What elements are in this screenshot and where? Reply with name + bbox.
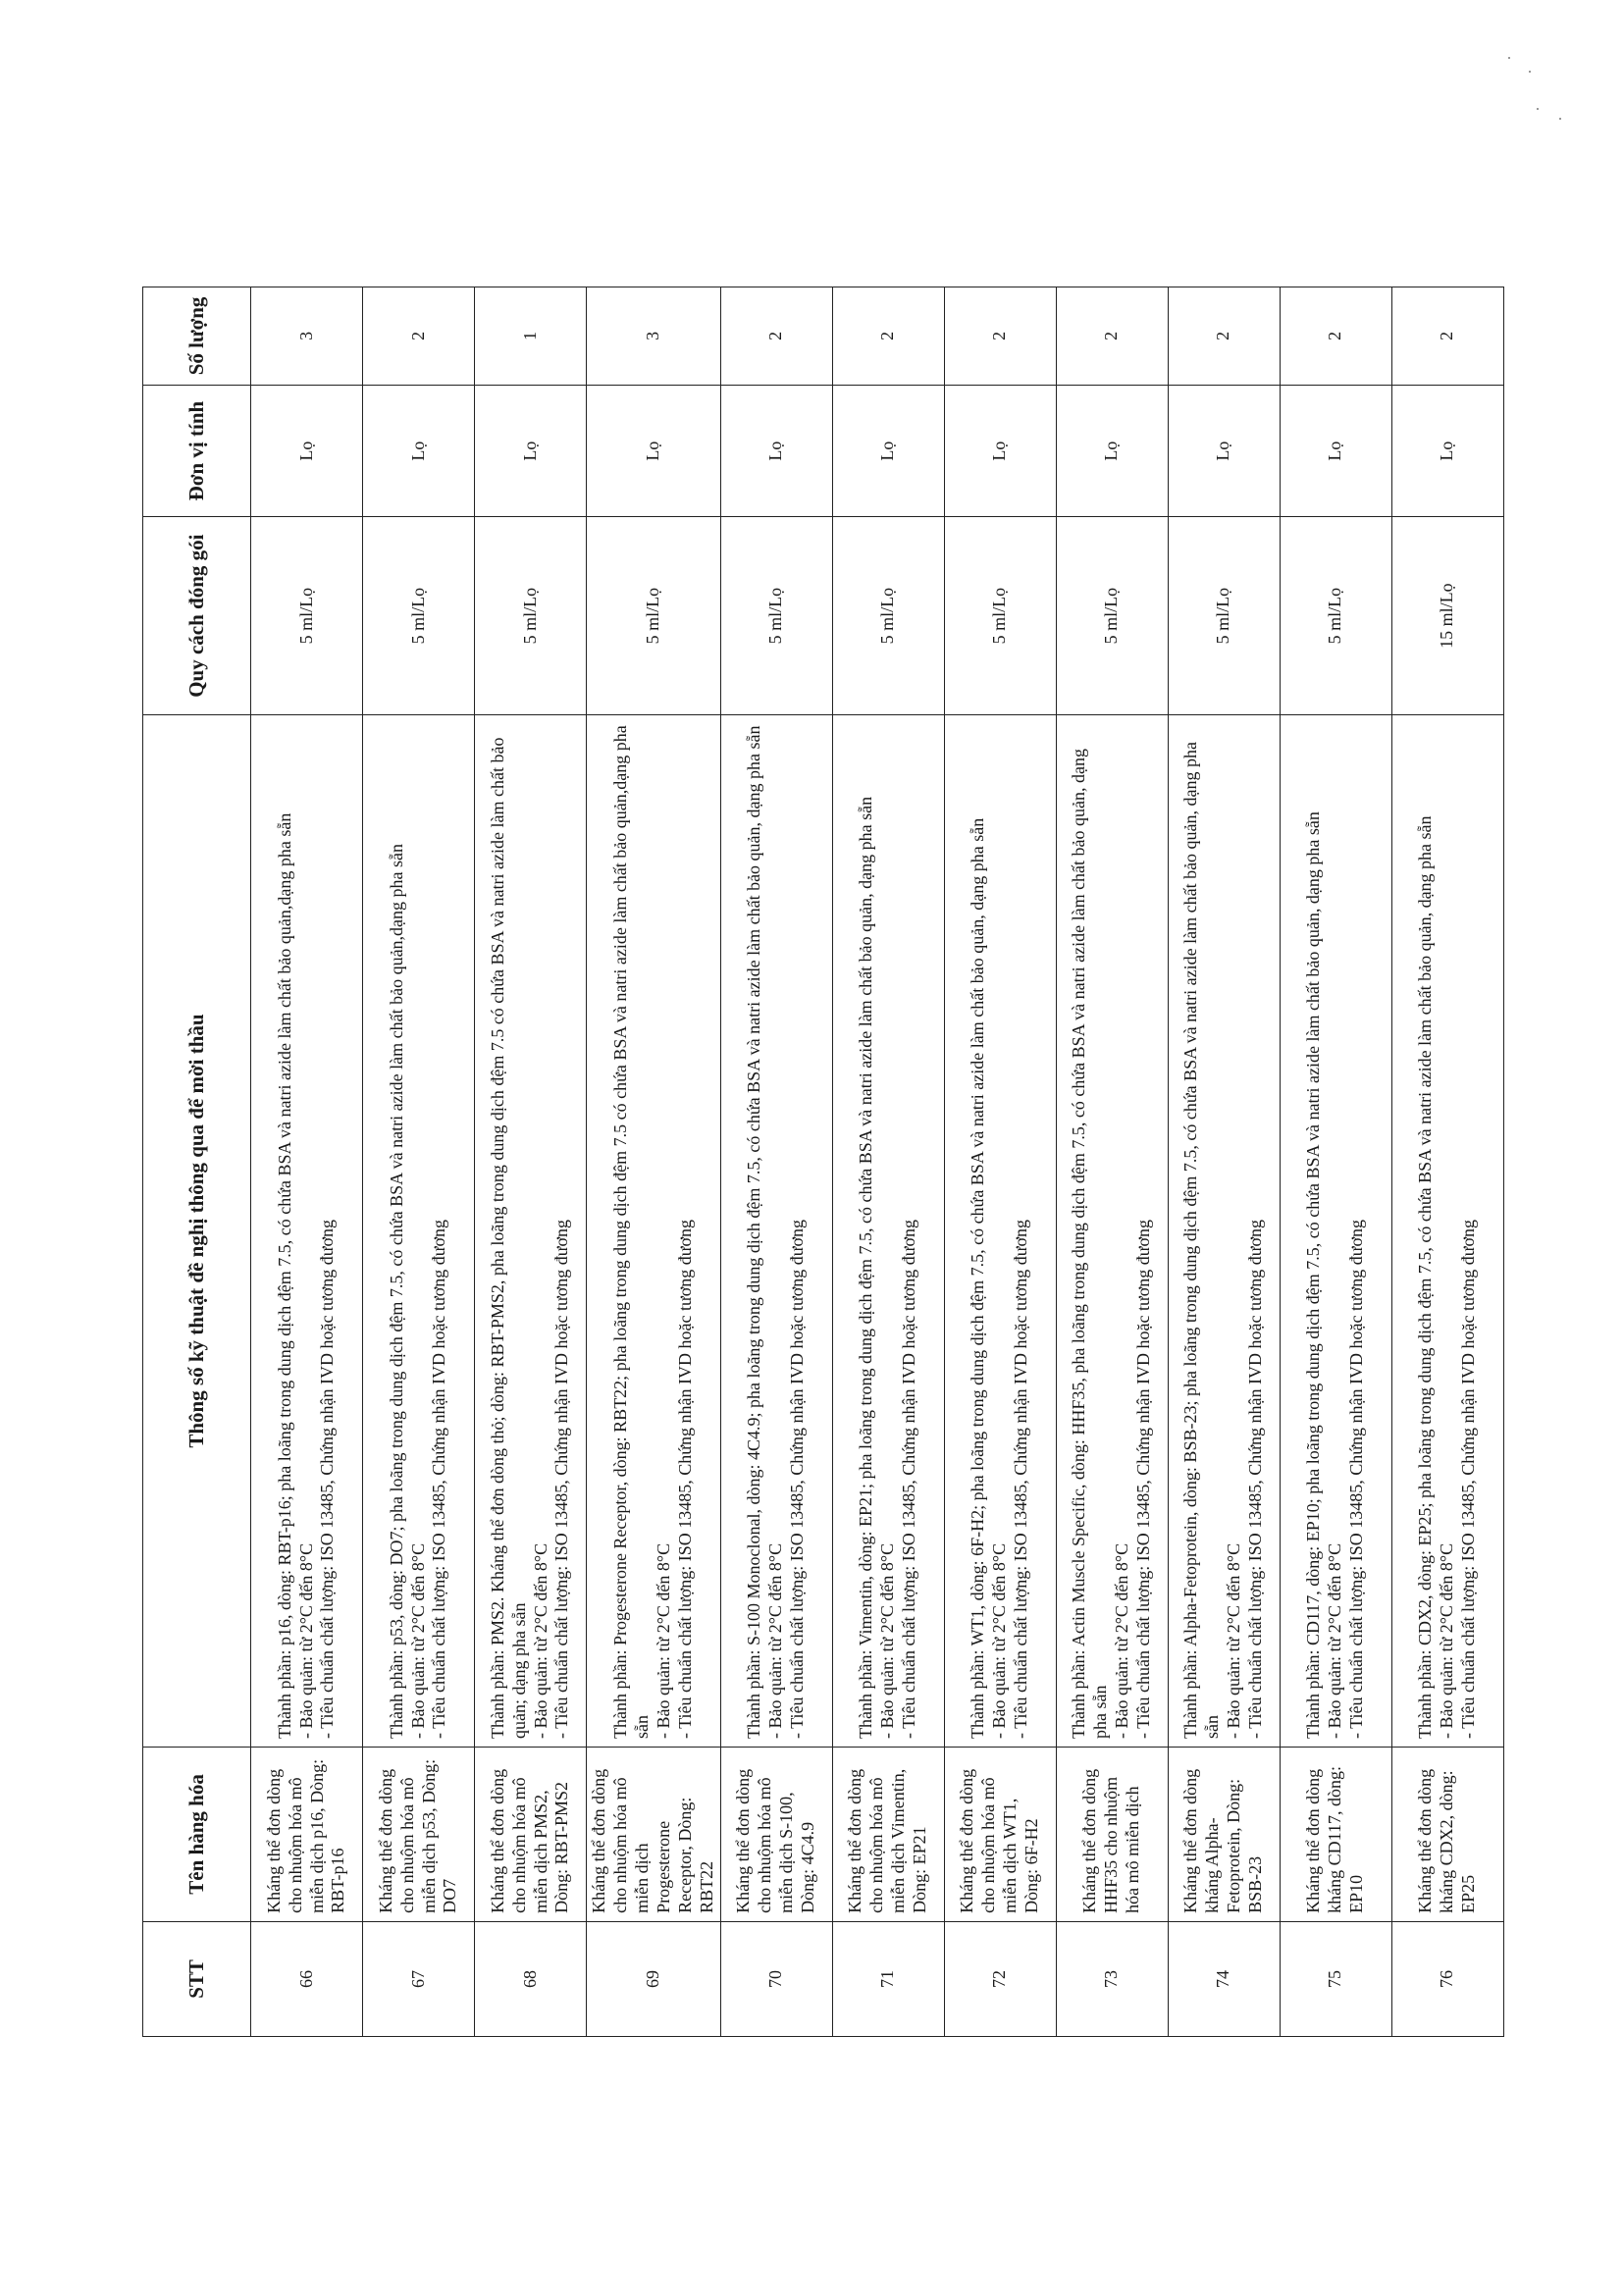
table-row — [1056, 287, 1168, 2037]
spec-line: - Tiêu chuẩn chất lượng: ISO 13485, Chứng nhận IVD hoặc tương đương — [429, 1219, 449, 1740]
row-quantity: 3 — [251, 287, 363, 386]
scan-speck — [1537, 108, 1539, 110]
spec-line: - Bảo quản: từ 2°C đến 8°C — [407, 1542, 428, 1740]
row-stt: 71 — [832, 1921, 944, 2036]
row-stt: 76 — [1391, 1921, 1503, 2036]
row-spec — [587, 715, 721, 1748]
spec-line: - Bảo quản: từ 2°C đến 8°C — [989, 1542, 1010, 1740]
table-row — [1280, 287, 1391, 2037]
row-quantity: 1 — [475, 287, 587, 386]
row-spec — [1168, 715, 1280, 1748]
row-item-name: Kháng thể đơn dòng cho nhuộm hóa mô miễn dịch p53, Dòng: DO7 — [363, 1748, 475, 1922]
header-name: Tên hàng hóa — [143, 1748, 251, 1922]
header-qty: Số lượng — [143, 287, 251, 386]
spec-line: - Tiêu chuẩn chất lượng: ISO 13485, Chứng nhận IVD hoặc tương đương — [787, 1219, 808, 1740]
row-spec — [1056, 715, 1168, 1748]
row-unit: Lọ — [1056, 385, 1168, 516]
rotated-table-container — [142, 296, 1479, 2037]
row-packaging: 5 ml/Lọ — [1280, 517, 1391, 715]
spec-line: Thành phần: WT1, dòng: 6F-H2; pha loãng trong dung dịch đệm 7.5, có chứa BSA và natri azide làm chất bảo quản, dạng pha sẵn — [968, 817, 988, 1740]
table-row — [475, 287, 587, 2037]
row-stt: 73 — [1056, 1921, 1168, 2036]
row-spec — [944, 715, 1056, 1748]
row-spec — [363, 715, 475, 1748]
row-item-name: Kháng thể đơn dòng cho nhuộm hóa mô miễn dịch S-100, Dòng: 4C4.9 — [720, 1748, 832, 1922]
row-item-name: Kháng thể đơn dòng kháng CD117, dòng: EP10 — [1280, 1748, 1391, 1922]
row-unit: Lọ — [944, 385, 1056, 516]
scan-speck — [1529, 71, 1531, 73]
row-item-name: Kháng thể đơn dòng cho nhuộm hóa mô miễn dịch WT1, Dòng: 6F-H2 — [944, 1748, 1056, 1922]
spec-line: Thành phần: CDX2, dòng: EP25; pha loãng trong dung dịch đệm 7.5, có chứa BSA và natri azide làm chất bảo quản, dạng pha sẵn — [1415, 815, 1436, 1740]
table-body — [251, 287, 1504, 2037]
row-item-name: Kháng thể đơn dòng HHF35 cho nhuộm hóa mô miễn dịch — [1056, 1748, 1168, 1922]
row-quantity: 3 — [587, 287, 721, 386]
row-item-name: Kháng thể đơn dòng cho nhuộm hóa mô miễn dịch Vimentin, Dòng: EP21 — [832, 1748, 944, 1922]
row-packaging: 5 ml/Lọ — [1056, 517, 1168, 715]
row-quantity: 2 — [1056, 287, 1168, 386]
row-unit: Lọ — [363, 385, 475, 516]
spec-line: Thành phần: Actin Muscle Specific, dòng: HHF35, pha loãng trong dung dịch đệm 7.5, có chứa BSA và natri azide làm chất bảo quản, dạng pha sẵn — [1069, 748, 1111, 1740]
row-item-name: Kháng thể đơn dòng kháng Alpha- Fetoprotein, Dòng: BSB-23 — [1168, 1748, 1280, 1922]
spec-line: - Tiêu chuẩn chất lượng: ISO 13485, Chứng nhận IVD hoặc tương đương — [899, 1219, 919, 1740]
table-row — [1168, 287, 1280, 2037]
spec-line: - Tiêu chuẩn chất lượng: ISO 13485, Chứng nhận IVD hoặc tương đương — [551, 1219, 572, 1740]
row-stt: 75 — [1280, 1921, 1391, 2036]
specification-table — [142, 287, 1504, 2037]
spec-line: - Bảo quản: từ 2°C đến 8°C — [1325, 1542, 1345, 1740]
spec-line: - Bảo quản: từ 2°C đến 8°C — [295, 1542, 316, 1740]
row-unit: Lọ — [1280, 385, 1391, 516]
row-unit: Lọ — [720, 385, 832, 516]
spec-line: Thành phần: CD117, dòng: EP10; pha loãng trong dung dịch đệm 7.5, có chứa BSA và natri azide làm chất bảo quản, dạng pha sẵn — [1303, 811, 1324, 1740]
row-spec — [720, 715, 832, 1748]
spec-line: Thành phần: p16, dòng: RBT-p16; pha loãng trong dung dịch đệm 7.5, có chứa BSA và natri azide làm chất bảo quản,dạng pha sẵn — [274, 812, 294, 1740]
row-quantity: 2 — [1168, 287, 1280, 386]
spec-line: Thành phần: S-100 Monoclonal, dòng: 4C4.9; pha loãng trong dung dịch đệm 7.5, có chứa BSA và natri azide làm chất bảo quản, dạng pha sẵn — [744, 725, 764, 1740]
spec-line: - Bảo quản: từ 2°C đến 8°C — [653, 1542, 673, 1740]
row-stt: 67 — [363, 1921, 475, 2036]
header-unit: Đơn vị tính — [143, 385, 251, 516]
row-packaging: 5 ml/Lọ — [720, 517, 832, 715]
row-packaging: 5 ml/Lọ — [475, 517, 587, 715]
row-stt: 74 — [1168, 1921, 1280, 2036]
row-spec — [251, 715, 363, 1748]
row-item-name: Kháng thể đơn dòng cho nhuộm hóa mô miễn dịch p16, Dòng: RBT-p16 — [251, 1748, 363, 1922]
row-item-name: Kháng thể đơn dòng kháng CDX2, dòng: EP25 — [1391, 1748, 1503, 1922]
table-row — [251, 287, 363, 2037]
row-stt: 68 — [475, 1921, 587, 2036]
spec-line: Thành phần: Vimentin, dòng: EP21; pha loãng trong dung dịch đệm 7.5, có chứa BSA và natri azide làm chất bảo quản, dạng pha sẵn — [856, 796, 876, 1740]
row-unit: Lọ — [251, 385, 363, 516]
row-packaging: 15 ml/Lọ — [1391, 517, 1503, 715]
spec-line: - Bảo quản: từ 2°C đến 8°C — [877, 1542, 898, 1740]
spec-line: Thành phần: Alpha-Fetoprotein, dòng: BSB-23; pha loãng trong dung dịch đệm 7.5, có chứa BSA và natri azide làm chất bảo quản, dạng pha sẵn — [1180, 741, 1223, 1740]
row-quantity: 2 — [363, 287, 475, 386]
row-packaging: 5 ml/Lọ — [251, 517, 363, 715]
header-stt: STT — [143, 1921, 251, 2036]
spec-line: - Tiêu chuẩn chất lượng: ISO 13485, Chứng nhận IVD hoặc tương đương — [1458, 1219, 1479, 1740]
table-row — [944, 287, 1056, 2037]
table-row — [1391, 287, 1503, 2037]
row-unit: Lọ — [832, 385, 944, 516]
spec-line: Thành phần: Progesterone Receptor, dòng: RBT22; pha loãng trong dung dịch đệm 7.5 có chứa BSA và natri azide làm chất bảo quản,dạng pha sẵn — [609, 725, 652, 1740]
row-stt: 70 — [720, 1921, 832, 2036]
row-spec — [832, 715, 944, 1748]
spec-line: - Bảo quản: từ 2°C đến 8°C — [765, 1542, 786, 1740]
scan-speck — [1508, 57, 1510, 59]
row-stt: 66 — [251, 1921, 363, 2036]
spec-line: - Tiêu chuẩn chất lượng: ISO 13485, Chứng nhận IVD hoặc tương đương — [1011, 1219, 1031, 1740]
row-quantity: 2 — [832, 287, 944, 386]
row-quantity: 2 — [1280, 287, 1391, 386]
spec-line: - Bảo quản: từ 2°C đến 8°C — [1224, 1542, 1244, 1740]
row-spec — [1280, 715, 1391, 1748]
spec-line: - Tiêu chuẩn chất lượng: ISO 13485, Chứng nhận IVD hoặc tương đương — [1245, 1219, 1266, 1740]
spec-line: - Tiêu chuẩn chất lượng: ISO 13485, Chứng nhận IVD hoặc tương đương — [1346, 1219, 1367, 1740]
table-row — [587, 287, 721, 2037]
header-pack: Quy cách đóng gói — [143, 517, 251, 715]
row-spec — [1391, 715, 1503, 1748]
row-quantity: 2 — [1391, 287, 1503, 386]
spec-line: - Tiêu chuẩn chất lượng: ISO 13485, Chứng nhận IVD hoặc tương đương — [674, 1219, 695, 1740]
spec-line: - Bảo quản: từ 2°C đến 8°C — [1437, 1542, 1457, 1740]
table-row — [363, 287, 475, 2037]
row-quantity: 2 — [944, 287, 1056, 386]
header-spec: Thông số kỹ thuật đề nghị thông qua để mời thầu — [143, 715, 251, 1748]
row-unit: Lọ — [475, 385, 587, 516]
row-stt: 69 — [587, 1921, 721, 2036]
spec-line: - Tiêu chuẩn chất lượng: ISO 13485, Chứng nhận IVD hoặc tương đương — [317, 1219, 338, 1740]
row-unit: Lọ — [587, 385, 721, 516]
row-packaging: 5 ml/Lọ — [832, 517, 944, 715]
row-stt: 72 — [944, 1921, 1056, 2036]
row-quantity: 2 — [720, 287, 832, 386]
scan-speck — [1559, 118, 1561, 120]
spec-line: Thành phần: PMS2. Kháng thể đơn dòng thỏ; dòng: RBT-PMS2, pha loãng trong dung dịch đệm 7.5 có chứa BSA và natri azide làm chất bảo quản; dạng pha sẵn — [487, 737, 529, 1740]
row-packaging: 5 ml/Lọ — [1168, 517, 1280, 715]
row-item-name: Kháng thể đơn dòng cho nhuộm hóa mô miễn dịch Progesterone Receptor, Dòng: RBT22 — [587, 1748, 721, 1922]
row-packaging: 5 ml/Lọ — [363, 517, 475, 715]
table-header-row — [143, 287, 251, 2037]
row-spec — [475, 715, 587, 1748]
spec-line: - Tiêu chuẩn chất lượng: ISO 13485, Chứng nhận IVD hoặc tương đương — [1133, 1219, 1154, 1740]
row-unit: Lọ — [1391, 385, 1503, 516]
spec-line: Thành phần: p53, dòng: DO7; pha loãng trong dung dịch đệm 7.5, có chứa BSA và natri azide làm chất bảo quản,dạng pha sẵn — [386, 843, 406, 1740]
table-row — [720, 287, 832, 2037]
row-packaging: 5 ml/Lọ — [587, 517, 721, 715]
row-unit: Lọ — [1168, 385, 1280, 516]
row-packaging: 5 ml/Lọ — [944, 517, 1056, 715]
spec-line: - Bảo quản: từ 2°C đến 8°C — [1112, 1542, 1132, 1740]
row-item-name: Kháng thể đơn dòng cho nhuộm hóa mô miễn dịch PMS2, Dòng: RBT-PMS2 — [475, 1748, 587, 1922]
table-row — [832, 287, 944, 2037]
spec-line: - Bảo quản: từ 2°C đến 8°C — [530, 1542, 550, 1740]
